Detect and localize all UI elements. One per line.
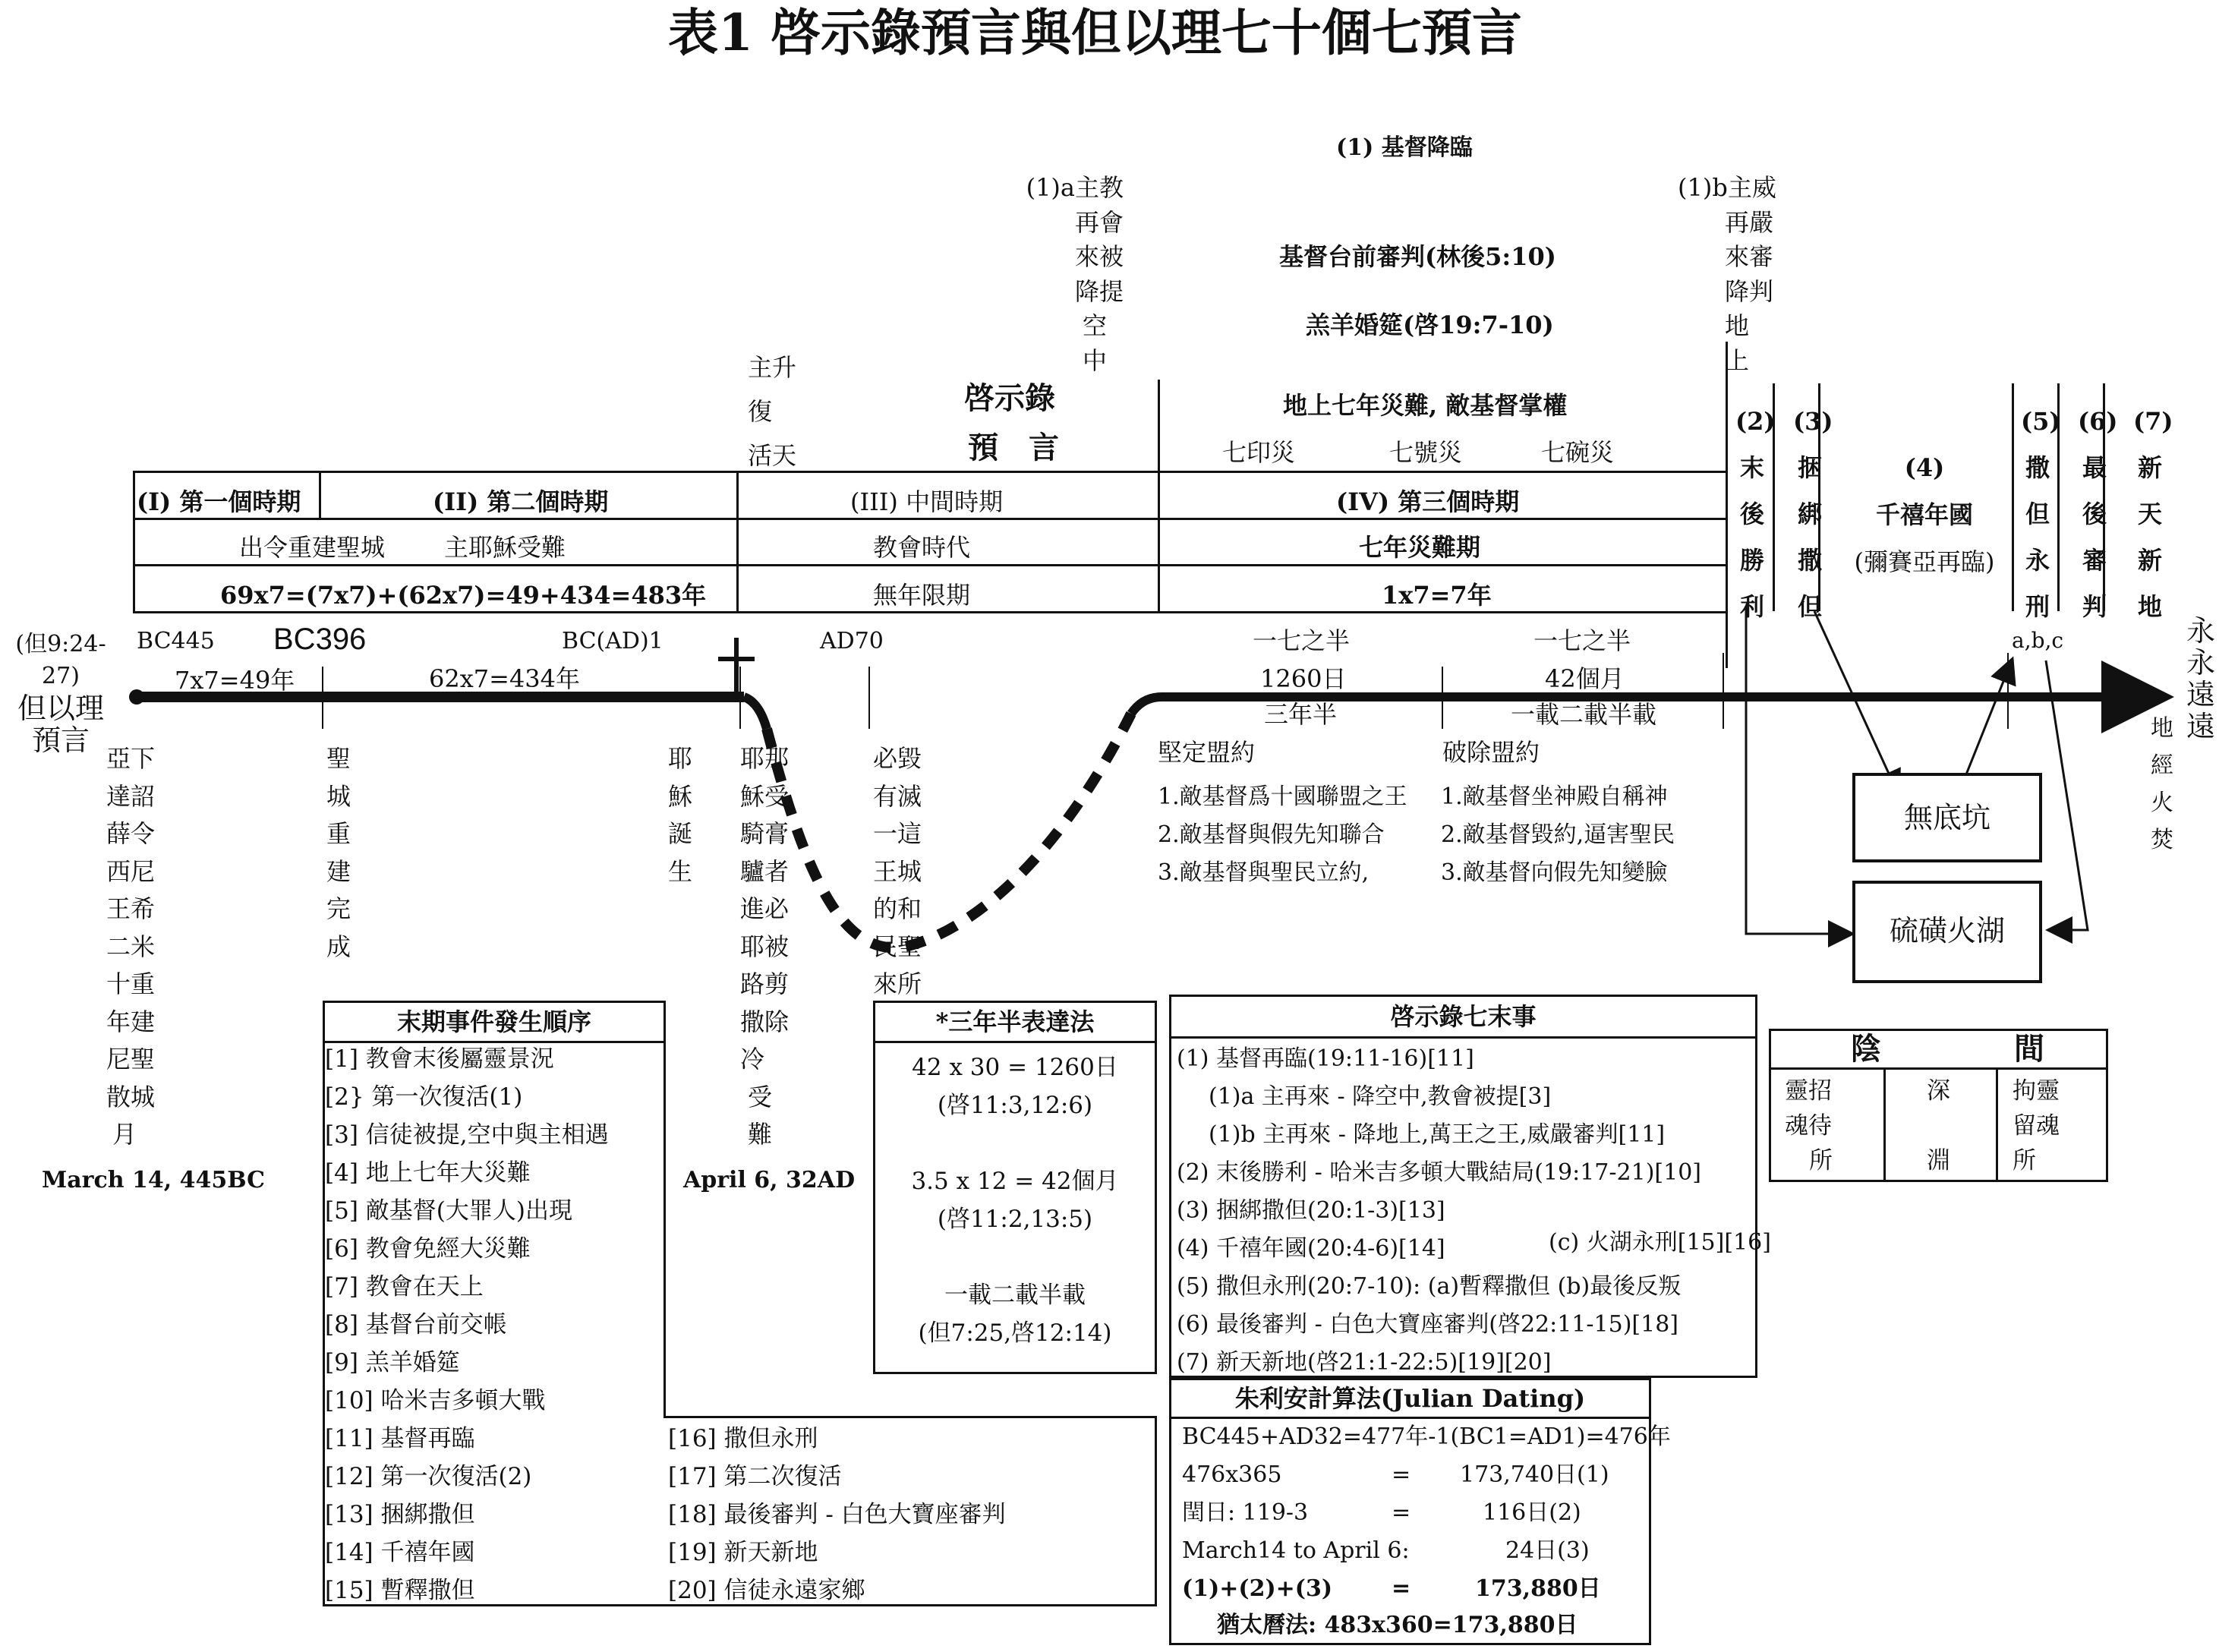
bcad1-label: BC(AD)1 bbox=[562, 628, 663, 654]
no-limit-label: 無年限期 bbox=[873, 581, 971, 610]
julian-r1c: 173,740日(1) bbox=[1460, 1461, 1609, 1488]
christ-return-label: (1) 基督降臨 bbox=[1336, 134, 1473, 161]
julian-title: 朱利安計算法(Julian Dating) bbox=[1234, 1384, 1586, 1413]
julian-r2b: = bbox=[1392, 1499, 1411, 1526]
hades-box bbox=[1769, 1029, 2108, 1182]
march-445bc-label: March 14, 445BC bbox=[42, 1167, 266, 1193]
julian-r1a: 476x365 bbox=[1182, 1461, 1282, 1488]
julian-r3c: 24日(3) bbox=[1505, 1537, 1590, 1564]
seven-years-label: 1x7=7年 bbox=[1382, 581, 1492, 610]
church-age-gap bbox=[767, 714, 1131, 947]
daniel-prophecy-label: (但9:24-27) 但以理 預言 bbox=[15, 631, 106, 757]
judgment-seat-label: 基督台前審判(林後5:10) bbox=[1279, 242, 1556, 271]
three-half-box bbox=[873, 1001, 1157, 1374]
julian-r1b: = bbox=[1392, 1461, 1411, 1488]
tribulation-header: 地上七年災難, 敵基督掌權 bbox=[1283, 391, 1568, 420]
april-32ad-label: April 6, 32AD bbox=[683, 1167, 856, 1193]
millennium-block: (4) 千禧年國 (彌賽亞再臨) bbox=[1854, 453, 1995, 576]
break-covenant-label: 破除盟約 bbox=[1442, 738, 1540, 767]
three-half-label: 三年半 bbox=[1264, 700, 1338, 729]
seal-label: 七印災 bbox=[1222, 438, 1296, 467]
rebuild-label: 出令重建聖城 bbox=[239, 533, 386, 562]
revelation-label: 啓示錄 bbox=[964, 380, 1055, 416]
jesus-born-column: 耶 穌 誕 生 bbox=[668, 744, 693, 886]
period-1-label: (I) 第一個時期 bbox=[137, 487, 301, 516]
julian-r3a: March14 to April 6: bbox=[1182, 1537, 1410, 1564]
formula-483: 69x7=(7x7)+(62x7)=49+434=483年 bbox=[220, 581, 707, 610]
tribulation-period-label: 七年災難期 bbox=[1359, 533, 1481, 562]
page-title: 表1 啓示錄預言與但以理七十個七預言 bbox=[668, 3, 1522, 62]
span-49-label: 7x7=49年 bbox=[175, 666, 295, 695]
julian-r4c: 173,880日 bbox=[1475, 1575, 1601, 1602]
col-final-victory: (2) 末 後 勝 利 bbox=[1735, 407, 1776, 621]
bottomless-pit-box: 無底坑 bbox=[1852, 773, 2042, 862]
lake-of-fire-box: 硫磺火湖 bbox=[1852, 881, 2042, 983]
trumpet-label: 七號災 bbox=[1389, 438, 1463, 467]
half-week-2: 一七之半 bbox=[1533, 626, 1631, 655]
artaxerxes-column: 亞下 達詔 薛令 西尼 王希 二米 十重 年建 尼聖 散城 月 bbox=[106, 744, 156, 1149]
hades-c1: 靈招 魂待 所 bbox=[1785, 1077, 1833, 1174]
julian-line5: 猶太曆法: 483x360=173,880日 bbox=[1217, 1612, 1578, 1638]
col-satan-punish: (5) 撒 但 永 刑 bbox=[2021, 407, 2061, 621]
crucify-label: 主耶穌受難 bbox=[444, 533, 566, 562]
julian-line1: BC445+AD32=477年-1(BC1=AD1)=476年 bbox=[1182, 1423, 1671, 1450]
days-1260-label: 1260日 bbox=[1260, 664, 1347, 693]
ascend-column: 主升 復 活天 bbox=[748, 353, 797, 470]
period-2-label: (II) 第二個時期 bbox=[433, 487, 609, 516]
seven-last-title: 啓示錄七末事 bbox=[1390, 1002, 1537, 1031]
fire-lake-note: (c) 火湖永刑[15][16] bbox=[1549, 1229, 1771, 1256]
timeline-bend-right bbox=[1131, 697, 1162, 714]
divider-revelation bbox=[1158, 380, 1160, 471]
bc396-label: BC396 bbox=[273, 623, 367, 656]
period-4-label: (IV) 第三個時期 bbox=[1336, 487, 1520, 516]
hades-c3: 拘靈 留魂 所 bbox=[2013, 1077, 2060, 1174]
hades-c2: 深 淵 bbox=[1927, 1077, 1950, 1174]
col-final-judgment: (6) 最 後 審 判 bbox=[2078, 407, 2118, 621]
timeline-bend-left bbox=[744, 697, 767, 729]
arrow-to-pit bbox=[1814, 611, 1898, 793]
julian-r4b: = bbox=[1392, 1575, 1411, 1602]
ad70-label: AD70 bbox=[820, 628, 884, 654]
bowl-label: 七碗災 bbox=[1541, 438, 1615, 467]
events-list-right: [16] 撒但永刑 [17] 第二次復活 [18] 最後審判 - 白色大寶座審判 [19] 新天新地 [20] 信徒永遠家鄉 bbox=[668, 1425, 1006, 1604]
time-times-label: 一載二載半載 bbox=[1511, 700, 1657, 729]
seven-last-list: (1) 基督再臨(19:11-16)[11] (1)a 主再來 - 降空中,教會被提[3] (1)b 主再來 - 降地上,萬王之王,威嚴審判[11] (2) 末後勝利 - 哈米吉多頓大戰結局(19:17-21)[10] (3) 捆綁撒但(20:1-3)[13] (4) 千禧年國(20:4-6)[14] (5) 撒但永刑(20:7-10): (a)暫釋撒但 (b)最後反叛 (6) 最後審判 - 白色大寶座審判(啓22:11-15)[18] (7) 新天新地(啓21:1-22:5)[19][20] bbox=[1177, 1045, 1701, 1376]
bc445-label: BC445 bbox=[137, 628, 215, 654]
destroy-column: 必毀 有滅 一這 王城 的和 民聖 來所 bbox=[873, 744, 922, 998]
half-week-1: 一七之半 bbox=[1253, 626, 1351, 655]
hades-title-1: 陰 bbox=[1851, 1031, 1881, 1067]
julian-box bbox=[1169, 1378, 1671, 1645]
column-1b: (1)b主威 再嚴 來審 降判 地 上 bbox=[1678, 173, 1776, 375]
hades-title-2: 間 bbox=[2014, 1031, 2044, 1067]
break-covenant-list: 1.敵基督坐神殿自稱神 2.敵基督毀約,逼害聖民 3.敵基督向假先知變臉 bbox=[1441, 783, 1675, 886]
confirm-covenant-label: 堅定盟約 bbox=[1158, 738, 1256, 767]
church-age-label: 教會時代 bbox=[873, 533, 971, 562]
prophecy-label: 預 言 bbox=[968, 430, 1059, 465]
eternity-label: 永 永 遠 遠 bbox=[2186, 614, 2216, 743]
timeline-start-dot bbox=[129, 689, 144, 705]
julian-r4a: (1)+(2)+(3) bbox=[1182, 1575, 1333, 1602]
julian-r2c: 116日(2) bbox=[1483, 1499, 1581, 1526]
months-42-label: 42個月 bbox=[1545, 664, 1625, 693]
three-half-title: *三年半表達法 bbox=[935, 1007, 1095, 1036]
events-list-left: [1] 教會末後屬靈景況 [2} 第一次復活(1) [3] 信徒被提,空中與主相遇 [4] 地上七年大災難 [5] 敵基督(大罪人)出現 [6] 教會免經大災難 [7] 教會在天上 [8] 基督台前交帳 [9] 羔羊婚筵 [10] 哈米吉多頓大戰 [11] 基督再臨 [12] 第一次復活(2) [13] 捆綁撒但 [14] 千禧年國 [15] 暫釋撒但 bbox=[325, 1045, 609, 1604]
events-title: 末期事件發生順序 bbox=[396, 1007, 591, 1036]
column-1a: (1)a主教 再會 來被 降提 空 中 bbox=[1026, 173, 1124, 375]
arrow-pit-to-abc bbox=[1966, 660, 2012, 774]
col-new-heaven: (7) 新 天 新 地 bbox=[2133, 407, 2173, 621]
col-bind-satan: (3) 捆 綁 撒 但 bbox=[1793, 407, 1833, 621]
covenant-list: 1.敵基督爲十國聯盟之王 2.敵基督與假先知聯合 3.敵基督與聖民立約, bbox=[1158, 783, 1407, 886]
period-3-label: (III) 中間時期 bbox=[850, 487, 1004, 516]
holy-city-column: 聖 城 重 建 完 成 bbox=[326, 744, 351, 961]
jesus-crucified-column: 耶那 穌受 騎膏 驢者 進必 耶被 路剪 撒除 冷 受 難 bbox=[740, 744, 790, 1149]
fire-column: 地 經 火 焚 bbox=[2151, 715, 2173, 853]
span-434-label: 62x7=434年 bbox=[429, 664, 581, 693]
three-half-lines: 42 x 30 = 1260日 (啓11:3,12:6) 3.5 x 12 = 42個月 (啓11:2,13:5) 一載二載半載 (但7:25,啓12:14) bbox=[911, 1054, 1119, 1347]
julian-r2a: 閏日: 119-3 bbox=[1182, 1499, 1309, 1526]
abc-label: a,b,c bbox=[2012, 628, 2064, 653]
lamb-wedding-label: 羔羊婚筵(啓19:7-10) bbox=[1306, 311, 1554, 339]
